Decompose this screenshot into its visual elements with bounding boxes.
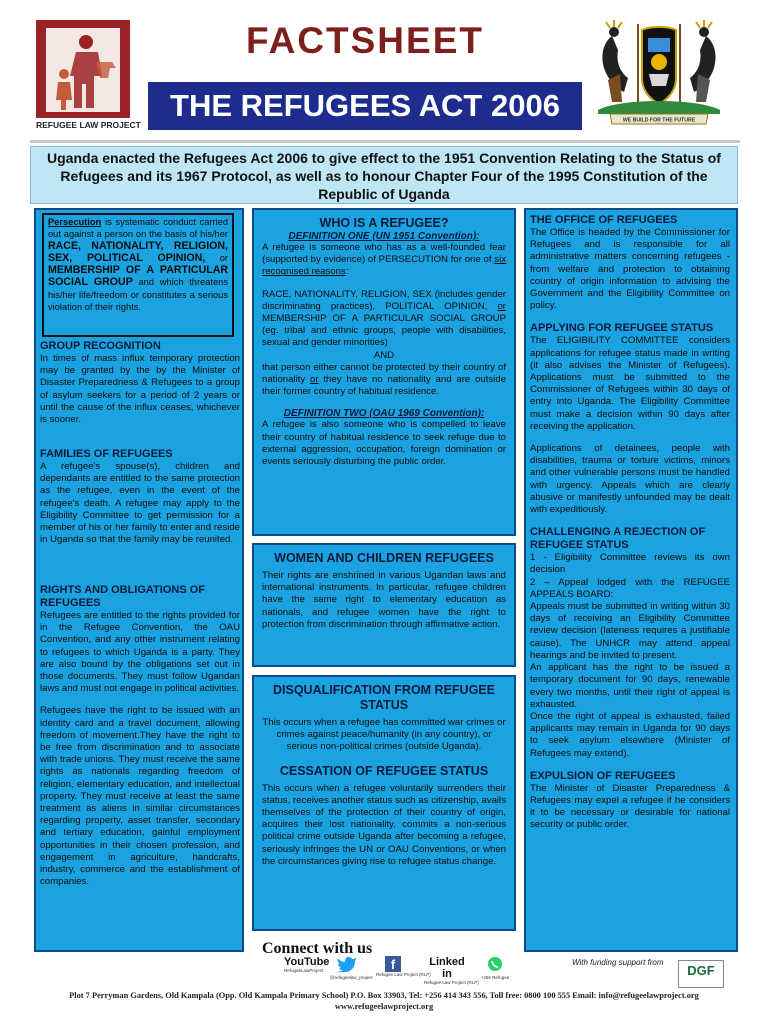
- applying-body-1: The ELIGIBILITY COMMITTEE considers applications for refugee status made in writing (it also advises the Minister of Refugees). Applications must be submitted to the Commissioner of Refugees within 30 days of entry into Uganda. The Eligibility Committee must make a decision within 90 days after receiving the application.: [530, 335, 730, 432]
- who-def1-text-c: :: [345, 266, 349, 278]
- persecution-text-2: or: [205, 253, 228, 264]
- act-title: THE REFUGEES ACT 2006: [170, 88, 560, 123]
- who-protection-a: that person either cannot be protected by their country of nationality: [262, 361, 506, 386]
- who-and: AND: [373, 349, 395, 361]
- linkedin-caption: Refugee Law Project (RLP): [424, 980, 479, 985]
- act-title-banner: [148, 82, 582, 130]
- who-reasons-c: MEMBERSHIP OF A PARTICULAR SOCIAL GROUP (eg. tribal and ethnic groups, people with disabilities, sexual and gender minorities): [262, 313, 506, 349]
- challenging-heading: CHALLENGING A REJECTION OF REFUGEE STATUS: [530, 526, 706, 552]
- group-recognition-section: [40, 340, 240, 426]
- whatsapp-caption: +256 Refugee: [480, 975, 510, 980]
- linkedin-icon: Linked in: [429, 956, 465, 980]
- social-links: [284, 956, 524, 986]
- office-heading: THE OFFICE OF REFUGEES: [530, 214, 678, 226]
- disqualification-box: [252, 675, 516, 931]
- families-section: [40, 448, 240, 546]
- who-is-refugee-box: [252, 208, 516, 536]
- expulsion-heading: EXPULSION OF REFUGEES: [530, 769, 676, 782]
- youtube-icon: YouTube: [284, 956, 330, 968]
- cessation-heading: CESSATION OF REFUGEE STATUS: [279, 763, 489, 778]
- whatsapp-icon: [478, 956, 512, 975]
- svg-text:WE BUILD FOR THE FUTURE: WE BUILD FOR THE FUTURE: [622, 117, 696, 124]
- group-recognition-heading: GROUP RECOGNITION: [40, 340, 161, 352]
- persecution-grounds-2: MEMBERSHIP OF A PARTICULAR SOCIAL GROUP: [48, 264, 228, 289]
- facebook-icon: f: [376, 956, 410, 972]
- factsheet-title: FACTSHEET: [246, 20, 484, 61]
- who-def1-text-a: A refugee is someone who has as a well-founded fear (supported by evidence) of PERSECUTION for one of: [262, 242, 506, 266]
- funding-note: With funding support from: [572, 958, 664, 967]
- six-reasons: six recognised reasons: [262, 254, 506, 278]
- women-heading: WOMEN AND CHILDREN REFUGEES: [274, 551, 494, 565]
- intro-box: [30, 146, 738, 204]
- who-protection-c: they have no nationality and are outside their former country of habitual residence.: [262, 374, 506, 398]
- facebook-caption: Refugee Law Project (RLP): [376, 972, 431, 977]
- youtube-caption: RefugeeLawProject: [284, 968, 324, 973]
- cessation-body: This occurs when a refugee voluntarily surrenders their status, receives another status such as citizenship, avails themselves of the protection of their country of origin, acquires their lost nationality, commits a non-serious political crime outside Uganda after becoming a refugee, seriously infringes the UN or OAU Conventions, or when the circumstances giving rise to refugee status change.: [262, 782, 506, 867]
- persecution-text-3: and which threatens his/her life/freedom or constitutes a serious violation of their rights.: [48, 277, 228, 312]
- definition-two-heading: DEFINITION TWO (OAU 1969 Convention):: [283, 408, 485, 420]
- families-heading: FAMILIES OF REFUGEES: [40, 448, 173, 460]
- rights-section: [40, 584, 240, 888]
- expulsion-body: The Minister of Disaster Preparedness & Refugees may expel a refugee if he considers it to be necessary or desirable for national security or public order.: [530, 782, 730, 831]
- persecution-definition-box: [42, 213, 234, 337]
- footer-address: Plot 7 Perryman Gardens, Old Kampala (Opp. Old Kampala Primary School) P.O. Box 33903, Tel: +256 414 343 556, Toll free: 0800 100 555 Email: info@refugeelawproject.org: [69, 991, 699, 1000]
- who-heading: WHO IS A REFUGEE?: [319, 216, 449, 230]
- who-reasons-or: or: [497, 300, 506, 312]
- disqualification-heading: DISQUALIFICATION FROM REFUGEE STATUS: [273, 683, 495, 712]
- rights-body-1: Refugees are entitled to the rights provided for in the Refugee Convention, the OAU Convention, and any other instrument relating to refugees to which Uganda is a party. They are also bound by the obligations set out in those documents. They must follow Ugandan laws and must not engage in political activities.: [40, 610, 240, 695]
- connect-with-us: Connect with us: [262, 940, 373, 957]
- whatsapp-link[interactable]: [478, 956, 512, 980]
- definition-one-heading: DEFINITION ONE (UN 1951 Convention):: [288, 231, 480, 242]
- challenging-step-2: 2 – Appeal lodged with the REFUGEE APPEALS BOARD:: [530, 576, 730, 600]
- office-body: The Office is headed by the Commissioner for Refugees and is responsible for all administrative matters concerning refugees - from welfare and protection to obtaining country of origin information to advising the Government and the Eligibility Committee on policy.: [530, 227, 730, 312]
- twitter-caption: @refugeelaw_project: [330, 975, 373, 980]
- right-column-content: [530, 214, 730, 832]
- who-def2-body: A refugee is also someone who is compelled to leave their country of habitual residence to seek refuge due to external aggression, occupation, foreign domination or events seriously disturbing the public order.: [262, 419, 506, 468]
- applying-heading: APPLYING FOR REFUGEE STATUS: [530, 322, 714, 335]
- footer-website[interactable]: www.refugeelawproject.org: [334, 1002, 434, 1011]
- intro-text: Uganda enacted the Refugees Act 2006 to give effect to the 1951 Convention Relating to the Status of Refugees and its 1967 Protocol, as well as to honour Chapter Four of the 1995 Constitution of the Republic of Uganda: [47, 150, 721, 202]
- header-divider: [30, 140, 740, 143]
- rights-heading: RIGHTS AND OBLIGATIONS OF REFUGEES: [40, 584, 205, 609]
- who-protection-or: or: [310, 374, 319, 386]
- twitter-icon: [330, 956, 364, 975]
- families-body: A refugee's spouse(s), children and dependants are entitled to the same protection as the refugee, even in the event of the refugee's death. A refugee may apply to the Eligibility Committee to get permission for a member of his or her family to enter and reside in Uganda so that the family may be reunited.: [40, 461, 240, 546]
- challenging-step-1: 1 - Eligibility Committee reviews its own decision: [530, 552, 730, 576]
- twitter-link[interactable]: [330, 956, 373, 980]
- challenging-body-1: Appeals must be submitted in writing within 30 days of receiving an Eligibility Committee review decision (lateness requires a justifiable cause). The UNHCR may attend appeal hearings and be invited to present.: [530, 601, 730, 661]
- uganda-coat-of-arms: [590, 18, 728, 130]
- logo-caption: REFUGEE LAW PROJECT: [36, 120, 141, 130]
- facebook-link[interactable]: [376, 956, 431, 977]
- dgf-logo: [678, 960, 724, 988]
- persecution-text-1: is systematic conduct carried out against a person on the basis of his/her: [48, 217, 228, 240]
- linkedin-link[interactable]: [424, 956, 479, 985]
- disqualification-body: This occurs when a refugee has committed war crimes or crimes against peace/humanity (in any country), or serious non-political crimes (outside Uganda).: [262, 717, 506, 753]
- persecution-term: Persecution: [48, 217, 102, 227]
- refugee-law-project-logo: [36, 20, 141, 134]
- dgf-logo-text: DGF: [687, 963, 715, 978]
- women-children-box: [252, 543, 516, 667]
- group-recognition-body: In times of mass influx temporary protection may be granted by the by the Minister of Disaster Preparedness & Refugees to a group of asylum seekers for a period of 2 years or until the cause of the influx ceases, whichever is sooner.: [40, 353, 240, 426]
- who-reasons-a: RACE, NATIONALITY, RELIGION, SEX (includes gender discriminating practices), POLITICAL OPINION,: [262, 288, 506, 312]
- women-body: Their rights are enshrined in various Ugandan laws and international instruments. In particular, refugee children have the same right to elementary education as nationals, and refugee women have the right to protection from discrimination through affirmative action.: [262, 570, 506, 630]
- persecution-grounds-1: RACE, NATIONALITY, RELIGION, SEX, POLITICAL OPINION,: [48, 240, 228, 265]
- youtube-link[interactable]: [284, 956, 330, 973]
- challenging-body-2: An applicant has the right to be issued a temporary document for 90 days, renewable every two months, until their right of appeal is exhausted.: [530, 662, 730, 710]
- applying-body-2: Applications of detainees, people with disabilities, trauma or torture victims, minors and other vulnerable persons must be handled with urgency. Appeals which are clearly abusive or manifestly unfounded may be dealt with expeditiously.: [530, 443, 730, 516]
- challenging-body-3: Once the right of appeal is exhausted, failed applicants may remain in Uganda for 90 days to seek asylum elsewhere (Minister of Refugees may extend).: [530, 710, 730, 759]
- rights-body-2: Refugees have the right to be issued with an identity card and a travel document, allowing freedom of movement.They have the right to be free from discrimination and to associate with trade unions. They must receive the same rights as nationals regarding freedom of religion, elementary education, and intellectual property. They must receive at least the same treatment as aliens in similar circumstances regarding property, asset transfer, secondary and tertiary education, gainful employment opportunities in their chosen profession, and engagement in agriculture, handcrafts, industry, commerce and the establishment of companies.: [40, 705, 240, 888]
